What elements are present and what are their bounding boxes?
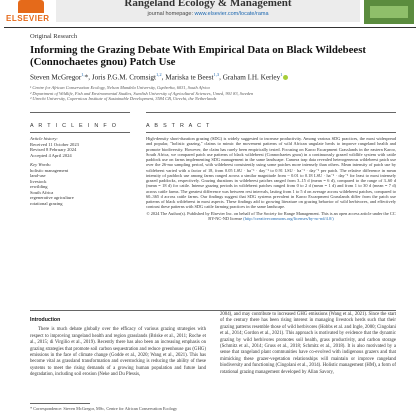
info-rule-lower	[30, 132, 130, 133]
affiliation: ³ Utrecht University, Copernicus Institute of Sustainable Development, 3584 CB, Utrecht, the Netherlands	[30, 96, 217, 102]
author-name[interactable]: Steven McGregor	[30, 73, 82, 82]
homepage-prefix: journal homepage:	[147, 11, 195, 17]
orcid-icon[interactable]	[283, 75, 288, 80]
keyword: livestock	[30, 178, 47, 184]
author-affil-ref[interactable]: 1	[280, 72, 283, 77]
article-info-heading: A R T I C L E I N F O	[30, 123, 118, 129]
keyword: regenerative agriculture	[30, 195, 74, 200]
keyword: holistic management	[30, 167, 69, 173]
abstract-heading: A B S T R A C T	[146, 123, 212, 129]
abstract-text: High-density short-duration grazing (SDG) is widely suggested to increase productivity. Among various SDG practices, the most widespread and popular, "holistic grazing," claims to mimic the movement patterns of wild African ungulate herds to improve rangeland health and promote biodiversity. However, the claim has rarely been empirically tested. Focusing on Karoo Escarpment Grasslands in the eastern Karoo, South Africa, we compared patch use patterns of black wildebeest (Connochaetes gnou) in a continuously grazed wildlife system with cattle paddock use on farms implementing SDG management in the same landscape. Camera trap data revealed heterogeneous wildebeest patch use over the 26-mo sampling period, with wildebeest consistently using some patches more intensely than others. Mean intensity of patch use by wildebeest varied with a factor of 18, from 0.05 LSU · ha⁻¹ · day⁻¹ to 0.91 LSU · ha⁻¹ · day⁻¹ per patch. The relative difference in mean intensity of paddock use among farms ranged across a similar magnitude from ~ 0.01 to 0.18 LSU · ha⁻¹ · day⁻¹ for least to most intensely grazed paddocks, respectively. Grazing durations in wildebeest patches ranged from 3–15 d (mean = 6 d), compared to the range of 3–60 d (mean = 18 d) for cattle. Intense grazing periods in wildebeest patches ranged from 0 to 2 d (mean = 1 d) and from 1 to 30 d (mean = 7 d) across cattle farms. The greatest difference was between rest intervals, lasting from 1 to 5 d on average across wildebeest patches, compared to 60–365 d across cattle farms. Our findings suggest that SDG systems prevalent in Karoo Escarpment Grasslands differ from the patch use patterns of black wildebeest in most aspects. These findings add to growing literature on grazing behavior of wild herbivores, and effectively contrast these patterns with SDG cattle farming practices in the same landscape.	[146, 136, 396, 210]
affiliation: ¹ Centre for African Conservation Ecology, Nelson Mandela University, Gqeberha, 6031, South Africa	[30, 85, 210, 90]
journal-cover-thumbnail	[364, 0, 414, 24]
body-paragraph: There is much debate globally over the efficacy of various grazing strategies with respect to improving rangeland health and region grasslands (Briske et al., 2011; Roche et al., 2015; di Virgilio et al., 2019). Recently there has also been an increasing emphasis on grazing strategies that promote soil carbon sequestration and reduce greenhouse gas (GHG) emissions in the face of climate change (Godde et al., 2020; Wang et al., 2021). This has become vital as grassland transformation and overstocking is reducing the ability of these systems to meet the rising demands of a growing human population and future land degradation, including soil erosion (Neke and Du Plessis,	[30, 327, 206, 378]
correspondence-icon[interactable]: *	[84, 73, 89, 82]
history-label: Article history:	[30, 136, 58, 141]
license-link[interactable]: (http://creativecommons.org/licenses/by-nc-nd/4.0/)	[243, 215, 334, 221]
abstract-body	[146, 136, 396, 221]
author-name[interactable]: Joris P.G.M. Cromsigt	[91, 73, 156, 82]
keyword: South Africa	[30, 189, 54, 195]
history-entry: Received 11 October 2023	[30, 141, 79, 147]
affiliations	[30, 85, 400, 102]
elsevier-tree-icon	[18, 0, 44, 13]
abstract-end-rule	[30, 310, 396, 311]
abstract-rule	[146, 112, 396, 113]
author-name[interactable]: Graham I.H. Kerley	[222, 73, 281, 82]
homepage-link[interactable]: www.elsevier.com/locate/rama	[194, 11, 269, 17]
footnote-rule	[30, 403, 90, 404]
body-column-right	[220, 312, 396, 376]
body-paragraph: 2004), and may contribute to increased GHG emissions (Wang et al., 2021). Since the start of the century there has been rising interest in managing livestock herds such that their grazing patterns resemble those of wild herbivores (Hobbs et al. and Ingle, 2000; Cingolani et al., 2014; Gordon et al., 2021). This approach is motivated by evidence that the dynamic grazing by wild herbivores promotes soil health, grass productivity, and carbon storage (Schmitz et al., 2014; Gruss et al., 2018; Schmitz et al., 2018). It is also motivated by a sense that rangeland plant communities have co-evolved with indigenous grazers and that mimicking these grazer-vegetation relationships will maintain or improve rangeland biodiversity and functioning (Cingolani et al., 2014). Holistic management (HM), a form of rotational grazing management developed by Allan Savory,	[220, 312, 396, 375]
body-column-left	[30, 317, 206, 379]
journal-title: Rangeland Ecology & Management	[124, 0, 292, 9]
article-title: Informing the Grazing Debate With Empirical Data on Black Wildebeest (Connochaetes gnou) Patch Use	[30, 44, 367, 68]
publisher-name: ELSEVIER	[6, 14, 50, 23]
author-name[interactable]: Mariska te Beest	[165, 73, 214, 82]
author-list: Steven McGregor$^{1,}$*, Joris P.G.M. Cromsigt$^{1,2}$, Mariska te Beest$^{1,3}$, Graham I.H. Kerley$^1$	[30, 72, 288, 81]
history-entry: Revised 8 February 2024	[30, 147, 77, 152]
article-kind: Original Research	[30, 33, 78, 40]
section-heading: Introduction	[30, 317, 61, 323]
info-rule	[30, 112, 130, 113]
correspondence-footnote: * Correspondence: Steven McGregor, MSc, Centre for African Conservation Ecology	[30, 406, 178, 411]
keyword: rotational grazing	[30, 200, 63, 206]
article-info	[30, 136, 130, 206]
keyword: rewilding	[30, 184, 48, 189]
copyright-notice: © 2024 The Author(s). Published by Elsevier Inc. on behalf of The Society for Range Management. This is an open access article under the CC BY-NC-ND license	[146, 210, 396, 221]
abstract-rule-lower	[146, 132, 396, 133]
author-affil-ref[interactable]: 1,2	[155, 72, 162, 77]
keyword: land-use	[30, 173, 46, 178]
journal-homepage	[56, 11, 360, 17]
elsevier-logo	[4, 0, 50, 24]
author-affil-ref[interactable]: 1,	[81, 72, 85, 77]
keywords-label: Key Words:	[30, 162, 52, 167]
author-affil-ref[interactable]: 1,3	[213, 72, 220, 77]
masthead-rule	[4, 27, 416, 28]
journal-masthead	[0, 0, 420, 28]
journal-band	[56, 0, 360, 22]
history-entry: Accepted 4 April 2024	[30, 152, 72, 158]
affiliation: ² Department of Wildlife, Fish and Environmental Studies, Swedish University of Agricultural Sciences, Umeå, 901 83, Sweden	[30, 90, 254, 96]
